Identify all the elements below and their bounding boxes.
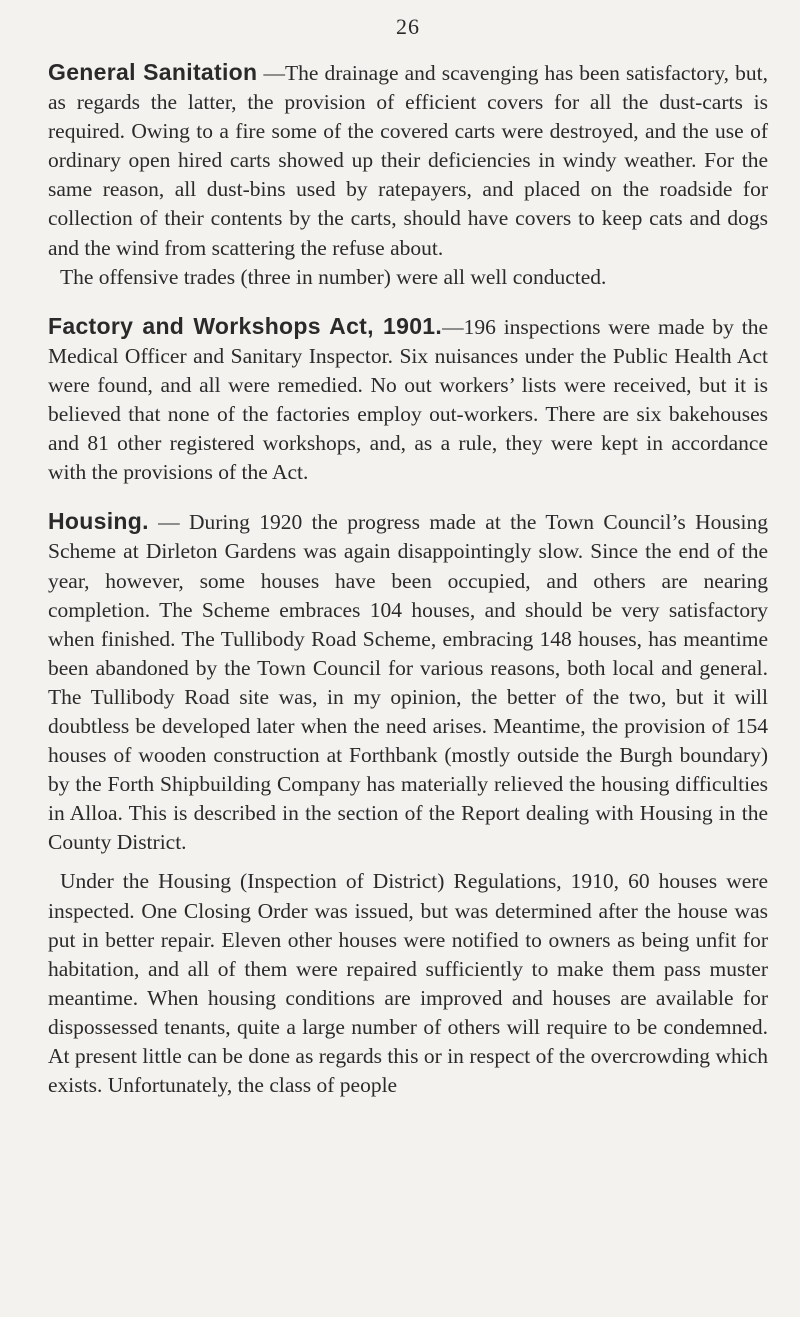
housing-paragraph bbox=[48, 507, 768, 857]
housing-inspection-paragraph: Under the Housing (Inspection of District) Regulations, 1910, 60 houses were inspected. One Closing Order was issued, but was determined after the house was put in better repair. Eleven other houses were notified to owners as being unfit for habitation, and all of them were repaired sufficiently to make them pass muster meantime. When housing conditions are improved and houses are available for dispossessed tenants, quite a large number of others will require to be condemned. At present little can be done as regards this or in respect of the overcrowding which exists. Unfortunately, the class of people bbox=[48, 869, 768, 1098]
factory-workshops-paragraph bbox=[48, 312, 768, 488]
housing-body: During 1920 the progress made at the Town Council’s Housing Scheme at Dirleton Gardens was again disappointingly slow. Since the end of the year, however, some houses have been occupied, and others are nearing completion. The Scheme embraces 104 houses, and should be very satisfactory when finished. The Tullibody Road Scheme, embracing 148 houses, has meantime been abandoned by the Town Council for various reasons, both local and general. The Tullibody Road site was, in my opinion, the better of the two, but it will doubtless be developed later when the need arises. Meantime, the provision of 154 houses of wooden construction at Forthbank (mostly outside the Burgh boundary) by the Forth Shipbuilding Company has materially relieved the housing difficulties in Alloa. This is described in the section of the Report dealing with Housing in the County District. bbox=[48, 510, 769, 855]
factory-workshops-body: 196 inspections were made by the Medical Officer and Sanitary Inspector. Six nuisances under the Public Health Act were found, and all were remedied. No out workers’ lists were received, but it is believed that none of the factories employ out-workers. There are six bakehouses and 81 other registered workshops, and, as a rule, they were kept in accordance with the provisions of the Act. bbox=[48, 314, 768, 485]
page-number: 26 bbox=[396, 14, 420, 39]
offensive-trades-paragraph: The offensive trades (three in number) were all well conducted. bbox=[60, 264, 607, 289]
general-sanitation-heading: General Sanitation bbox=[48, 59, 258, 85]
general-sanitation-body: The drainage and scavenging has been satisfactory, but, as regards the latter, the provision of efficient covers for all the dust-carts is required. Owing to a fire some of the covered carts were destroyed, and the use of ordinary open hired carts showed up their deficiencies in windy weather. For the same reason, all dust-bins used by ratepayers, and placed on the roadside for collection of their contents by the carts, should have covers to keep cats and dogs and the wind from scattering the refuse about. bbox=[48, 61, 769, 260]
general-sanitation-separator: — bbox=[257, 61, 285, 85]
general-sanitation-paragraph bbox=[48, 58, 768, 263]
factory-workshops-separator: — bbox=[442, 314, 464, 339]
housing-separator: — bbox=[148, 510, 189, 535]
factory-workshops-heading: Factory and Workshops Act, 1901. bbox=[48, 312, 443, 339]
document-page bbox=[48, 14, 768, 1100]
housing-heading: Housing. bbox=[48, 508, 149, 535]
